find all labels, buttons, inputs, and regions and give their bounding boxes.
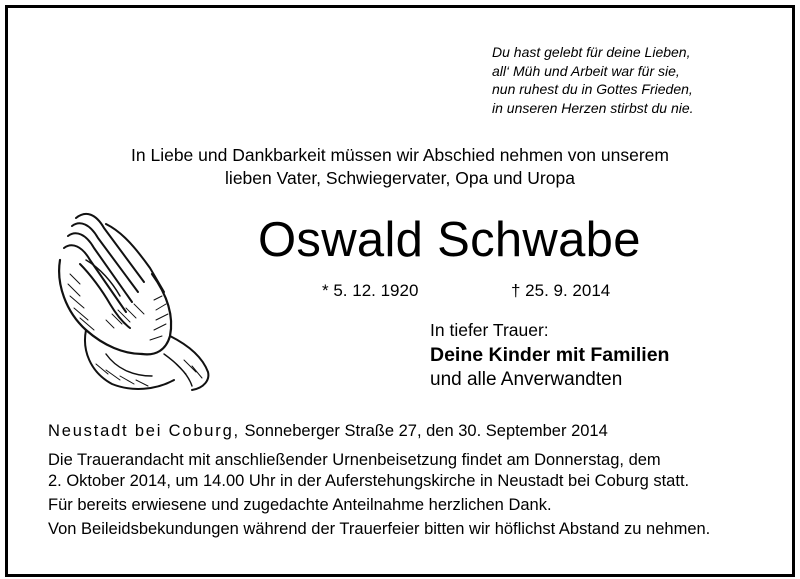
service-details: [48, 450, 768, 540]
obituary-notice: [5, 5, 795, 577]
body-line: 2. Oktober 2014, um 14.00 Uhr in der Auferstehungskirche in Neustadt bei Coburg statt.: [48, 472, 690, 490]
intro-line: lieben Vater, Schwiegervater, Opa und Uropa: [225, 168, 575, 188]
memorial-poem: [492, 43, 752, 117]
poem-line: nun ruhest du in Gottes Frieden,: [492, 81, 693, 97]
body-line: Für bereits erwiesene und zugedachte Anteilnahme herzlichen Dank.: [48, 496, 552, 514]
birth-date: * 5. 12. 1920: [322, 281, 419, 300]
death-date: † 25. 9. 2014: [511, 281, 611, 300]
place-address: Sonneberger Straße 27, den 30. September 2014: [239, 422, 608, 440]
mourners-relatives: und alle Anverwandten: [430, 369, 623, 390]
praying-hands-icon: [46, 204, 216, 394]
poem-line: in unseren Herzen stirbst du nie.: [492, 99, 694, 116]
mourners-heading: In tiefer Trauer:: [430, 320, 549, 340]
body-line: Die Trauerandacht mit anschließender Urnenbeisetzung findet am Donnerstag, dem: [48, 451, 661, 469]
deceased-name: Oswald Schwabe: [258, 213, 641, 267]
poem-line: all‘ Müh und Arbeit war für sie,: [492, 62, 680, 79]
intro-line: In Liebe und Dankbarkeit müssen wir Abschied nehmen von unserem: [131, 145, 669, 165]
poem-line: Du hast gelebt für deine Lieben,: [492, 44, 691, 60]
place-date-line: [48, 422, 608, 441]
body-line: Von Beileidsbekundungen während der Trauerfeier bitten wir höflichst Abstand zu nehmen.: [48, 520, 711, 538]
mourners-family: Deine Kinder mit Familien: [430, 344, 670, 366]
intro-text: [108, 144, 692, 190]
place-town: Neustadt bei Coburg,: [48, 422, 240, 440]
mourners-block: [430, 318, 669, 392]
